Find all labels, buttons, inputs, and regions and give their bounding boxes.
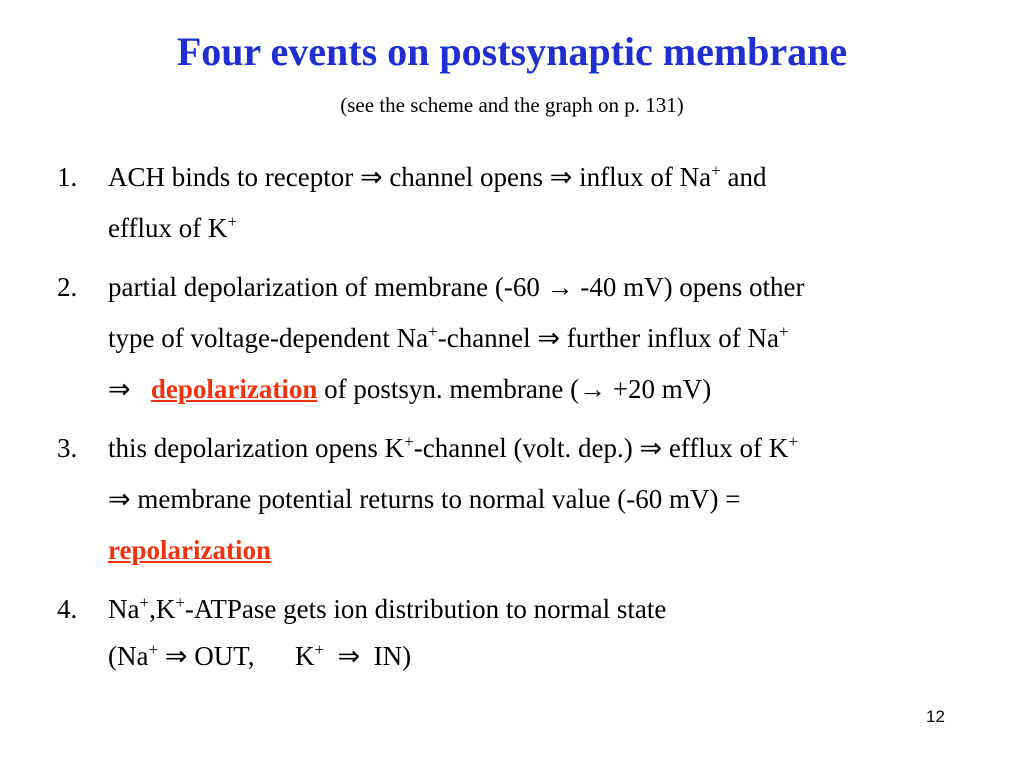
list-item-1 [57,152,977,254]
item-number: 2. [57,272,78,302]
implies-arrow-icon: ⇒ [537,323,561,353]
superscript-plus: + [314,640,325,659]
item-text: type of voltage-dependent Na [108,323,429,353]
highlight-term-repolarization: repolarization [108,535,271,565]
implies-arrow-icon: ⇒ [337,641,361,671]
item-text: Na [108,594,140,624]
item-text: OUT, [187,641,255,671]
highlight-term-depolarization: depolarization [150,374,318,404]
superscript-plus: + [148,640,159,659]
implies-arrow-icon: ⇒ [359,162,383,192]
item-text: -ATPase gets ion distribution to normal state [184,594,667,624]
item-text: -40 mV) opens other [573,272,805,302]
item-text: channel opens [382,162,550,192]
superscript-plus: + [788,432,798,451]
item-line [108,423,977,474]
list-item-3 [57,423,977,576]
item-text: efflux of K [108,213,228,243]
slide-title: Four events on postsynaptic membrane [176,29,848,74]
item-text: (Na [108,641,149,671]
superscript-plus: + [227,212,238,231]
list-item-2 [57,262,977,415]
list-item-4 [57,584,977,677]
superscript-plus: + [404,432,414,451]
slide-subtitle: (see the scheme and the graph on p. 131) [340,93,684,117]
item-text: partial depolarization of membrane (-60 [108,272,547,302]
right-arrow-icon: → [546,272,574,302]
implies-arrow-icon: ⇒ [639,433,663,463]
item-line [108,152,977,203]
implies-arrow-icon: ⇒ [164,641,188,671]
item-number: 3. [57,433,78,463]
item-line [108,203,977,254]
item-number: 4. [57,594,78,624]
superscript-plus: + [428,322,438,341]
item-text: membrane potential returns to normal value (-60 mV) = [130,484,741,514]
item-text: -channel (volt. dep.) [413,433,640,463]
item-line [108,364,977,415]
item-text: -channel [437,323,538,353]
superscript-plus: + [778,322,789,341]
item-text: ,K [149,594,176,624]
page-number: 12 [926,707,945,726]
item-text: influx of Na [572,162,712,192]
superscript-plus: + [175,593,185,612]
item-line [108,635,977,677]
item-text: this depolarization opens K [108,433,405,463]
superscript-plus: + [139,593,150,612]
item-text: ACH binds to receptor [108,162,360,192]
item-text: further influx of Na [560,323,779,353]
item-text: and [720,162,767,192]
item-text: IN) [373,641,412,671]
item-text: +20 mV) [606,374,712,404]
superscript-plus: + [711,161,721,180]
item-line [108,525,977,576]
item-line [108,584,977,635]
item-number: 1. [57,162,78,192]
item-text: of postsyn. membrane ( [317,374,580,404]
item-line [108,474,977,525]
item-line [108,313,977,364]
item-text: K [294,641,315,671]
implies-arrow-icon: ⇒ [549,162,573,192]
event-list [57,152,977,685]
item-line [108,262,977,313]
item-text: efflux of K [662,433,789,463]
implies-arrow-icon: ⇒ [108,374,131,404]
right-arrow-icon: → [579,374,607,404]
implies-arrow-icon: ⇒ [108,484,131,514]
